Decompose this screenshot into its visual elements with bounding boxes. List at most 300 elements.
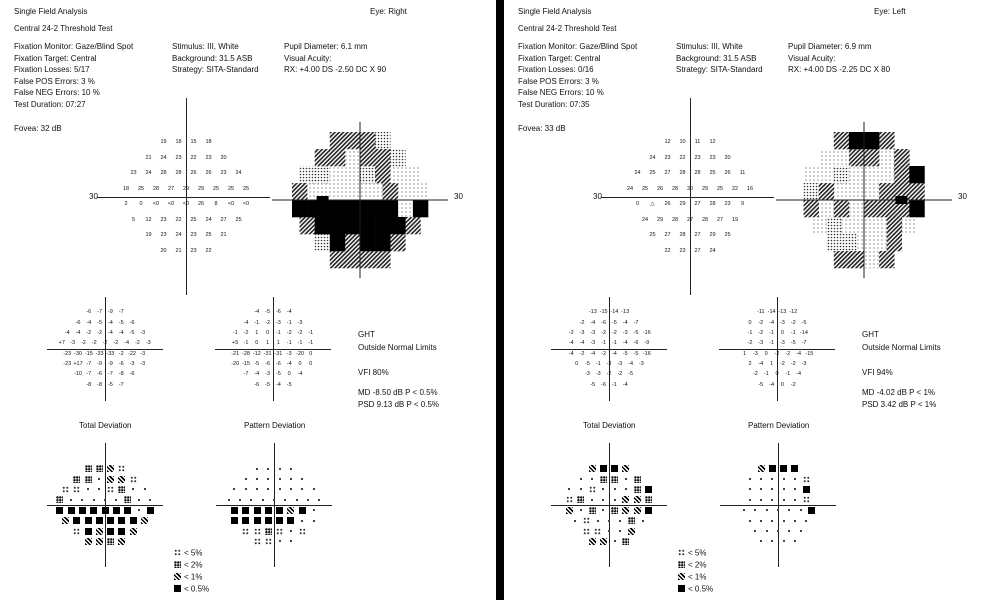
pattern-deviation-value: -1 <box>308 330 314 337</box>
total-deviation-symbol <box>622 507 629 514</box>
pattern-deviation-symbol <box>794 478 796 480</box>
grayscale-cell <box>390 234 405 251</box>
pattern-deviation-symbol <box>803 496 810 503</box>
pattern-deviation-value: -28 <box>242 350 250 357</box>
pattern-deviation-symbol <box>301 478 303 480</box>
total-deviation-value: -7 <box>97 309 103 316</box>
param-item: RX: +4.00 DS -2.50 DC X 90 <box>284 65 387 74</box>
total-deviation-symbol <box>566 507 573 514</box>
pattern-deviation-value: -7 <box>243 371 249 378</box>
grayscale-cell <box>879 251 894 268</box>
grayscale-cell <box>390 166 405 183</box>
grayscale-cell <box>864 183 879 200</box>
total-deviation-value: -5 <box>118 319 124 326</box>
total-deviation-value: -8 <box>86 381 92 388</box>
pattern-deviation-value: 0 <box>780 330 784 337</box>
pattern-deviation-symbol <box>256 478 258 480</box>
total-deviation-value: -5 <box>622 350 628 357</box>
legend-label: < 2% <box>184 560 203 570</box>
threshold-value: 29 <box>656 216 664 223</box>
total-deviation-value: -3 <box>622 330 628 337</box>
threshold-value: 15 <box>190 139 197 146</box>
grayscale-cell <box>337 183 352 200</box>
threshold-value: <0 <box>167 201 175 208</box>
threshold-value: 23 <box>694 154 701 161</box>
grayscale-cell <box>360 166 375 183</box>
grayscale-cell <box>819 200 834 217</box>
total-deviation-symbol <box>602 488 604 490</box>
param-item: Fixation Monitor: Gaze/Blind Spot <box>14 42 134 51</box>
pattern-deviation-value: -3 <box>801 360 807 367</box>
total-deviation-value: -6 <box>601 381 607 388</box>
total-deviation-symbol <box>625 478 627 480</box>
total-deviation-symbol <box>93 499 95 501</box>
pattern-deviation-symbol <box>760 488 762 490</box>
pattern-deviation-value: -2 <box>747 340 753 347</box>
total-deviation-value: -2 <box>601 330 607 337</box>
total-deviation-symbol <box>147 507 154 514</box>
grayscale-cell <box>849 200 864 217</box>
total-deviation-symbol <box>130 476 137 483</box>
threshold-value: 11 <box>694 139 701 146</box>
pattern-deviation-value: -4 <box>758 360 764 367</box>
grayscale-cell <box>849 183 864 200</box>
pattern-deviation-symbol <box>299 507 306 514</box>
total-deviation-symbol <box>608 530 610 532</box>
threshold-value: 27 <box>694 247 701 254</box>
threshold-value: 21 <box>175 247 182 254</box>
pattern-deviation-value: -14 <box>767 309 776 316</box>
total-deviation-symbol <box>580 488 582 490</box>
total-deviation-value: -4 <box>107 319 113 326</box>
pattern-deviation-value: -3 <box>275 319 281 326</box>
total-deviation-value: -6 <box>601 319 607 326</box>
threshold-value: 22 <box>205 247 212 254</box>
total-deviation-value: -4 <box>611 350 617 357</box>
total-deviation-value: -2 <box>80 340 86 347</box>
total-deviation-value: -5 <box>611 319 617 326</box>
total-deviation-symbol <box>614 540 616 542</box>
total-deviation-symbol <box>87 488 89 490</box>
threshold-value: 9 <box>740 201 745 208</box>
pattern-deviation-symbol <box>276 517 283 524</box>
threshold-value: <0 <box>152 201 160 208</box>
fovea-value: Fovea: 33 dB <box>518 124 566 133</box>
pattern-deviation-symbol <box>279 468 281 470</box>
fovea-value: Fovea: 32 dB <box>14 124 62 133</box>
pattern-deviation-symbol <box>771 478 773 480</box>
pattern-deviation-value: -4 <box>286 360 292 367</box>
pattern-deviation-value: -1 <box>275 330 281 337</box>
grayscale-cell <box>345 166 360 183</box>
grayscale-cell <box>330 217 345 234</box>
pattern-deviation-value: -2 <box>752 371 758 378</box>
pattern-deviation-value: 1 <box>770 360 774 367</box>
total-deviation-symbol <box>614 488 616 490</box>
total-deviation-value: -22 <box>128 350 136 357</box>
total-deviation-symbol <box>622 465 629 472</box>
threshold-value: 19 <box>731 216 739 223</box>
total-deviation-value: -7 <box>633 319 639 326</box>
grayscale-cell <box>834 166 849 183</box>
total-deviation-symbol <box>589 486 596 493</box>
threshold-value: 25 <box>242 185 250 192</box>
pattern-deviation-value: 0 <box>266 330 270 337</box>
threshold-value: 25 <box>716 185 724 192</box>
total-deviation-symbol <box>104 499 106 501</box>
grayscale-cell <box>834 132 849 149</box>
total-deviation-symbol <box>619 520 621 522</box>
grayscale-cell <box>887 234 902 251</box>
pattern-deviation-symbol <box>299 528 306 535</box>
total-deviation-symbol <box>634 496 641 503</box>
grayscale-cell <box>375 217 390 234</box>
param-item: Pupil Diameter: 6.1 mm <box>284 42 368 51</box>
total-deviation-symbol <box>107 476 114 483</box>
total-deviation-value: -1 <box>611 381 617 388</box>
total-deviation-value: -4 <box>579 340 585 347</box>
pattern-deviation-value: -1 <box>747 330 753 337</box>
pattern-deviation-symbol <box>794 488 796 490</box>
total-deviation-value: -13 <box>621 309 630 316</box>
pattern-deviation-symbol <box>771 488 773 490</box>
total-deviation-value: -7 <box>86 360 92 367</box>
grayscale-cell <box>398 183 413 200</box>
pattern-deviation-symbol <box>783 520 785 522</box>
param-item: Visual Acuity: <box>284 53 332 63</box>
grayscale-map <box>272 122 448 278</box>
threshold-value: 28 <box>709 201 716 208</box>
grayscale-cell <box>375 149 390 166</box>
pattern-deviation-symbol <box>287 507 294 514</box>
total-deviation-symbol <box>102 507 109 514</box>
eye-label: Eye: Left <box>874 7 906 16</box>
total-deviation-value: -9 <box>107 309 113 316</box>
total-deviation-value: -16 <box>642 330 651 337</box>
pattern-deviation-symbol <box>771 520 773 522</box>
total-deviation-symbol <box>628 528 635 535</box>
total-deviation-symbol <box>85 528 92 535</box>
pattern-deviation-symbol <box>233 488 235 490</box>
pattern-deviation-value: -2 <box>790 381 796 388</box>
pattern-deviation-symbol <box>279 540 281 542</box>
total-deviation-symbol <box>107 465 114 472</box>
grayscale-cell <box>834 183 849 200</box>
pattern-deviation-value: -4 <box>254 309 260 316</box>
total-deviation-symbol <box>107 486 114 493</box>
pattern-deviation-value: 0 <box>764 350 768 357</box>
pattern-deviation-symbol <box>287 517 294 524</box>
pattern-deviation-value: -6 <box>265 360 271 367</box>
param-item: Fixation Target: Central <box>14 53 97 63</box>
total-deviation-value: -2 <box>611 330 617 337</box>
total-deviation-value: -5 <box>633 350 639 357</box>
pattern-deviation-symbol <box>749 499 751 501</box>
total-deviation-value: -5 <box>584 360 590 367</box>
pattern-deviation-value: -5 <box>790 340 796 347</box>
total-deviation-value: -3 <box>606 360 612 367</box>
pattern-deviation-value: 0 <box>255 340 259 347</box>
pattern-deviation-symbol <box>242 507 249 514</box>
total-deviation-symbol <box>118 528 125 535</box>
grayscale-cell <box>345 234 360 251</box>
threshold-value: 29 <box>679 201 686 208</box>
param-item: Fixation Losses: 5/17 <box>14 65 90 74</box>
total-deviation-symbol <box>98 478 100 480</box>
total-deviation-value: -4 <box>622 340 628 347</box>
grayscale-cell <box>315 149 330 166</box>
threshold-value: 28 <box>175 170 182 177</box>
threshold-value: 12 <box>709 139 716 146</box>
param-item: False NEG Errors: 10 % <box>14 88 100 97</box>
pattern-deviation-value: -12 <box>789 309 798 316</box>
legend-item <box>678 544 707 558</box>
grayscale-cell <box>826 217 841 234</box>
total-deviation-value: -6 <box>129 371 135 378</box>
total-deviation-value: -2 <box>579 350 585 357</box>
grayscale-cell <box>819 166 834 183</box>
total-deviation-value: -3 <box>129 360 135 367</box>
threshold-value: 22 <box>679 154 686 161</box>
threshold-value: 27 <box>694 232 701 239</box>
grayscale-cell <box>330 251 345 268</box>
total-deviation-title: Total Deviation <box>79 421 132 430</box>
total-deviation-symbol <box>611 476 618 483</box>
grayscale-cell <box>375 132 390 149</box>
total-deviation-symbol <box>611 465 618 472</box>
total-deviation-symbol <box>107 517 114 524</box>
pattern-deviation-symbol <box>313 509 315 511</box>
total-deviation-value: -9 <box>97 360 103 367</box>
total-deviation-title: Total Deviation <box>583 421 636 430</box>
threshold-value: 10 <box>679 139 686 146</box>
threshold-value: 18 <box>122 185 130 192</box>
pattern-deviation-symbol <box>290 530 292 532</box>
total-deviation-symbol <box>118 486 125 493</box>
psd-value: PSD 9.13 dB P < 0.5% <box>358 400 440 409</box>
ght-value: Outside Normal Limits <box>358 343 437 352</box>
pattern-deviation-value: 1 <box>266 340 270 347</box>
threshold-value: 28 <box>152 185 160 192</box>
pattern-deviation-symbol <box>265 528 272 535</box>
threshold-value: 25 <box>227 185 235 192</box>
threshold-value: 20 <box>220 154 227 161</box>
pattern-deviation-value: -31 <box>263 350 272 357</box>
threshold-value: 24 <box>634 170 641 177</box>
axis-label-30: 30 <box>89 192 98 201</box>
grayscale-cell <box>360 234 375 251</box>
legend-item <box>174 556 203 570</box>
legend-label: < 0.5% <box>184 584 210 594</box>
pattern-deviation-value: -6 <box>254 381 260 388</box>
total-deviation-value: -23 <box>63 360 72 367</box>
grayscale-cell <box>841 234 856 251</box>
threshold-value: 29 <box>701 185 709 192</box>
panel-divider <box>496 0 504 600</box>
threshold-v-axis <box>690 98 691 295</box>
total-deviation-value: -1 <box>611 340 617 347</box>
grayscale-cell <box>405 166 420 183</box>
total-deviation-value: +17 <box>73 360 83 367</box>
pattern-deviation-value: -1 <box>297 340 303 347</box>
threshold-value: 23 <box>190 247 197 254</box>
total-deviation-value: -33 <box>106 350 115 357</box>
threshold-value: 25 <box>212 185 220 192</box>
threshold-value: 28 <box>679 170 686 177</box>
pattern-deviation-symbol <box>290 478 292 480</box>
threshold-value: 25 <box>641 185 649 192</box>
threshold-value: 26 <box>724 170 731 177</box>
pattern-deviation-symbols-v-axis <box>274 443 275 567</box>
pattern-deviation-value: -4 <box>796 350 802 357</box>
total-deviation-value: -2 <box>617 371 623 378</box>
total-deviation-value: -7 <box>107 371 113 378</box>
total-deviation-value: -33 <box>95 350 104 357</box>
pattern-deviation-value: -5 <box>254 360 260 367</box>
pattern-deviation-symbol <box>250 499 252 501</box>
pattern-deviation-symbol <box>783 499 785 501</box>
threshold-value: 12 <box>664 139 671 146</box>
threshold-value: 23 <box>709 154 716 161</box>
threshold-value: 23 <box>205 154 212 161</box>
pattern-deviation-value: -2 <box>790 319 796 326</box>
threshold-value: 22 <box>731 185 739 192</box>
grayscale-map <box>776 122 952 278</box>
threshold-value: 27 <box>694 201 701 208</box>
psd-value: PSD 3.42 dB P < 1% <box>862 400 937 409</box>
total-deviation-value: -6 <box>118 360 124 367</box>
total-deviation-value: -4 <box>590 319 596 326</box>
total-deviation-symbol <box>634 507 641 514</box>
threshold-value: 28 <box>671 216 679 223</box>
total-deviation-value: -4 <box>75 330 81 337</box>
threshold-value: 24 <box>641 216 649 223</box>
total-deviation-symbol <box>144 488 146 490</box>
pattern-deviation-value: -21 <box>231 350 240 357</box>
ght-label: GHT <box>862 330 879 339</box>
total-deviation-symbol <box>98 488 100 490</box>
grayscale-cell <box>819 149 834 166</box>
total-deviation-value: -3 <box>584 371 590 378</box>
pattern-deviation-symbol <box>749 520 751 522</box>
pattern-deviation-value: -2 <box>297 330 303 337</box>
threshold-value: 25 <box>205 232 212 239</box>
pattern-deviation-symbol <box>290 540 292 542</box>
threshold-value: 23 <box>679 247 686 254</box>
total-deviation-value: -1 <box>595 360 601 367</box>
param-item: Pupil Diameter: 6.9 mm <box>788 42 872 51</box>
total-deviation-symbol <box>625 488 627 490</box>
grayscale-cell <box>413 200 428 217</box>
total-deviation-symbol <box>568 488 570 490</box>
report-left-eye <box>504 0 1000 600</box>
axis-label-30: 30 <box>593 192 602 201</box>
pattern-deviation-value: 1 <box>743 350 747 357</box>
legend-label: < 5% <box>688 548 707 558</box>
pattern-deviation-symbol <box>754 509 756 511</box>
pattern-deviation-value: -1 <box>286 319 292 326</box>
total-deviation-value: -5 <box>590 381 596 388</box>
md-value: MD -4.02 dB P < 1% <box>862 388 935 397</box>
legend-label: < 1% <box>688 572 707 582</box>
total-deviation-value: -2 <box>91 340 97 347</box>
grayscale-cell <box>872 234 887 251</box>
grayscale-cell <box>360 217 375 234</box>
total-deviation-symbol <box>628 517 635 524</box>
total-deviation-value: -7 <box>118 381 124 388</box>
total-deviation-symbol <box>600 538 607 545</box>
grayscale-cell <box>834 149 849 166</box>
total-deviation-value: 0 <box>575 360 579 367</box>
total-deviation-value: -4 <box>590 350 596 357</box>
grayscale-cell <box>834 200 849 217</box>
pattern-deviation-value: -1 <box>790 330 796 337</box>
total-deviation-value: -8 <box>97 381 103 388</box>
pattern-deviation-value: +5 <box>232 340 239 347</box>
total-deviation-symbol <box>580 478 582 480</box>
threshold-value: 28 <box>671 185 679 192</box>
pattern-deviation-value: -4 <box>254 371 260 378</box>
legend-label: < 5% <box>184 548 203 558</box>
total-deviation-value: -4 <box>124 340 130 347</box>
total-deviation-symbol <box>149 499 151 501</box>
pattern-deviation-value: 0 <box>775 371 779 378</box>
pattern-deviation-symbol <box>760 520 762 522</box>
pattern-deviation-value: 1 <box>255 330 259 337</box>
pattern-deviation-symbol <box>780 465 787 472</box>
grayscale-cell <box>360 149 375 166</box>
pattern-deviation-value: -1 <box>763 371 769 378</box>
grayscale-cell <box>819 183 834 200</box>
total-deviation-value: -9 <box>107 360 113 367</box>
legend-label: < 1% <box>184 572 203 582</box>
total-deviation-symbol <box>574 520 576 522</box>
pattern-deviation-value: -5 <box>265 309 271 316</box>
grayscale-cell <box>330 132 345 149</box>
report-title: Single Field Analysis <box>14 7 88 16</box>
threshold-value: 26 <box>664 201 671 208</box>
pattern-deviation-value: -1 <box>286 340 292 347</box>
total-deviation-symbol <box>580 509 582 511</box>
eye-label: Eye: Right <box>370 7 407 16</box>
grayscale-cell <box>909 200 924 217</box>
grayscale-cell <box>849 166 864 183</box>
total-deviation-symbol <box>81 499 83 501</box>
pattern-deviation-symbol <box>290 468 292 470</box>
pattern-deviation-value: -7 <box>801 340 807 347</box>
threshold-value: 29 <box>709 232 716 239</box>
threshold-value: 23 <box>160 232 167 239</box>
grayscale-cell <box>345 149 360 166</box>
legend-swatch-icon <box>174 585 181 592</box>
total-deviation-symbol <box>619 530 621 532</box>
param-item: False POS Errors: 3 % <box>14 76 95 86</box>
total-deviation-value: -4 <box>568 340 574 347</box>
total-deviation-symbol <box>614 499 616 501</box>
pattern-deviation-symbol <box>783 540 785 542</box>
param-item: Strategy: SITA-Standard <box>172 65 259 74</box>
threshold-value: 27 <box>686 216 694 223</box>
pattern-deviation-value: -20 <box>231 360 240 367</box>
param-item: Background: 31.5 ASB <box>676 53 757 63</box>
threshold-value: 26 <box>190 170 197 177</box>
legend-item <box>678 568 707 582</box>
grayscale-cell <box>345 217 360 234</box>
pattern-deviation-symbol <box>771 499 773 501</box>
threshold-value: 27 <box>220 216 227 223</box>
threshold-value: 28 <box>701 216 709 223</box>
pattern-deviation-value: -5 <box>265 381 271 388</box>
